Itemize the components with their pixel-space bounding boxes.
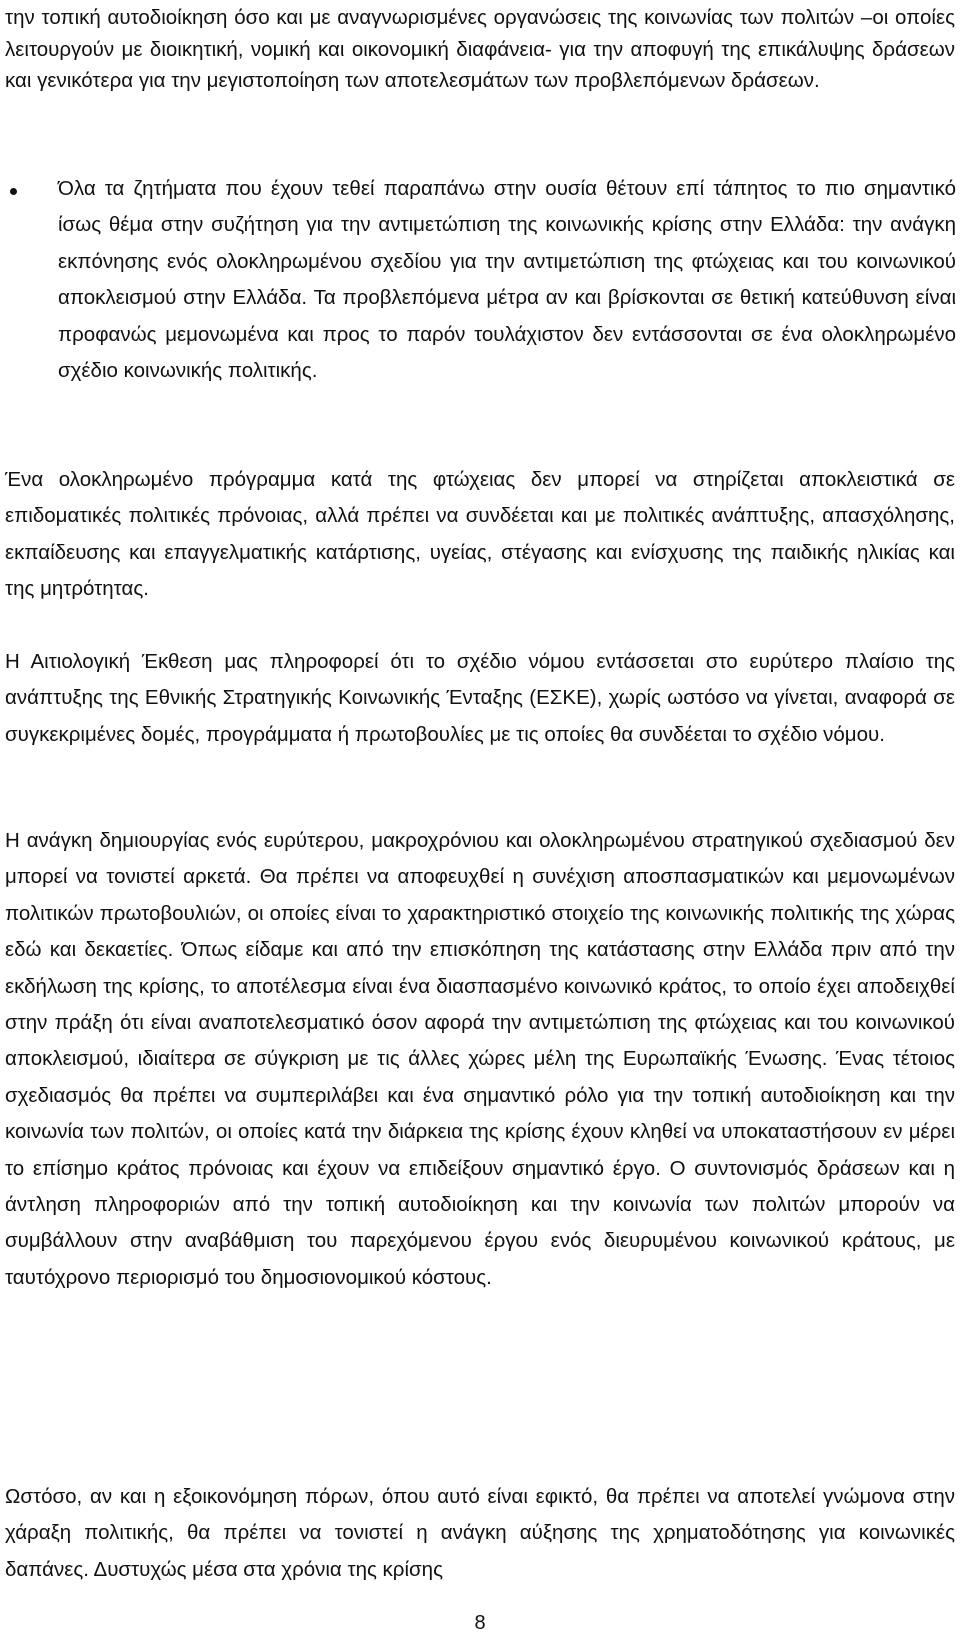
paragraph-need: Η ανάγκη δημιουργίας ενός ευρύτερου, μακροχρόνιου και ολοκληρωμένου στρατηγικού σχεδιασμού δεν μπορεί να τονιστεί αρκετά. Θα πρέπει να αποφευχθεί η συνέχιση αποσπασματικών και μεμονωμένων πολιτικών πρωτοβουλιών, οι οποίες είναι το χαρακτηριστικό στοιχείο της κοινωνικής πολιτικής της χώρας εδώ και δεκαετίες. Όπως είδαμε και από την επισκόπηση της κατάστασης στην Ελλάδα πριν από την εκδήλωση της κρίσης, το αποτέλεσμα είναι ένα διασπασμένο κοινωνικό κράτος, το οποίο έχει αποδειχθεί στην πράξη ότι είναι αναποτελεσματικό όσον αφορά την αντιμετώπιση της φτώχειας και του κοινωνικού αποκλεισμού, ιδιαίτερα σε σύγκριση με τις άλλες χώρες μέλη της Ευρωπαϊκής Ένωσης. Ένας τέτοιος σχεδιασμός θα πρέπει να συμπεριλάβει και ένα σημαντικό ρόλο για την τοπική αυτοδιοίκηση και την κοινωνία των πολιτών, οι οποίες κατά την διάρκεια της κρίσης έχουν κληθεί να υποκαταστήσουν εν μέρει το επίσημο κράτος πρόνοιας και έχουν να επιδείξουν σημαντικό έργο. Ο συντονισμός δράσεων και η άντληση πληροφοριών από την τοπική αυτοδιοίκηση και την κοινωνία των πολιτών μπορούν να συμβάλλουν στην αναβάθμιση του παρεχόμενου έργου ενός διευρυμένου κοινωνικού κράτους, με ταυτόχρονο περιορισμό του δημοσιονομικού κόστους. <box>5 829 955 1289</box>
paragraph-report: Η Αιτιολογική Έκθεση μας πληροφορεί ότι το σχέδιο νόμου εντάσσεται στο ευρύτερο πλαίσιο της ανάπτυξης της Εθνικής Στρατηγικής Κοινωνικής Ένταξης (ΕΣΚΕ), χωρίς ωστόσο να γίνεται, αναφορά σε συγκεκριμένες δομές, προγράμματα ή πρωτοβουλίες με τις οποίες θα συνδέεται το σχέδιο νόμου. <box>5 650 955 746</box>
bullet-icon <box>10 188 17 195</box>
paragraph-program: Ένα ολοκληρωμένο πρόγραμμα κατά της φτώχειας δεν μπορεί να στηρίζεται αποκλειστικά σε επιδοματικές πολιτικές πρόνοιας, αλλά πρέπει να συνδέεται και με πολιτικές ανάπτυξης, απασχόλησης, εκπαίδευσης και επαγγελματικής κατάρτισης, υγείας, στέγασης και ενίσχυσης της παιδικής ηλικίας και της μητρότητας. <box>5 468 955 601</box>
page-number: 8 <box>474 1612 486 1634</box>
paragraph-bullet: Όλα τα ζητήματα που έχουν τεθεί παραπάνω στην ουσία θέτουν επί τάπητος το πιο σημαντικό ίσως θέμα στην συζήτηση για την αντιμετώπιση της κοινωνικής κρίσης στην Ελλάδα: την ανάγκη εκπόνησης ενός ολοκληρωμένου σχεδίου για την αντιμετώπιση της φτώχειας και του κοινωνικού αποκλεισμού στην Ελλάδα. Τα προβλεπόμενα μέτρα αν και βρίσκονται σε θετική κατεύθυνση είναι προφανώς μεμονωμένα και προς το παρόν τουλάχιστον δεν εντάσσονται σε ένα ολοκληρωμένο σχέδιο κοινωνικής πολιτικής. <box>58 177 956 383</box>
paragraph-intro: την τοπική αυτοδιοίκηση όσο και με αναγνωρισμένες οργανώσεις της κοινωνίας των πολιτών –οι οποίες λειτουργούν με διοικητική, νομική και οικονομική διαφάνεια- για την αποφυγή της επικάλυψης δράσεων και γενικότερα για την μεγιστοποίηση των αποτελεσμάτων των προβλεπόμενων δράσεων. <box>5 6 955 92</box>
paragraph-closing: Ωστόσο, αν και η εξοικονόμηση πόρων, όπου αυτό είναι εφικτό, θα πρέπει να αποτελεί γνώμονα στην χάραξη πολιτικής, θα πρέπει να τονιστεί η ανάγκη αύξησης της χρηματοδότησης για κοινωνικές δαπάνες. Δυστυχώς μέσα στα χρόνια της κρίσης <box>5 1485 955 1581</box>
